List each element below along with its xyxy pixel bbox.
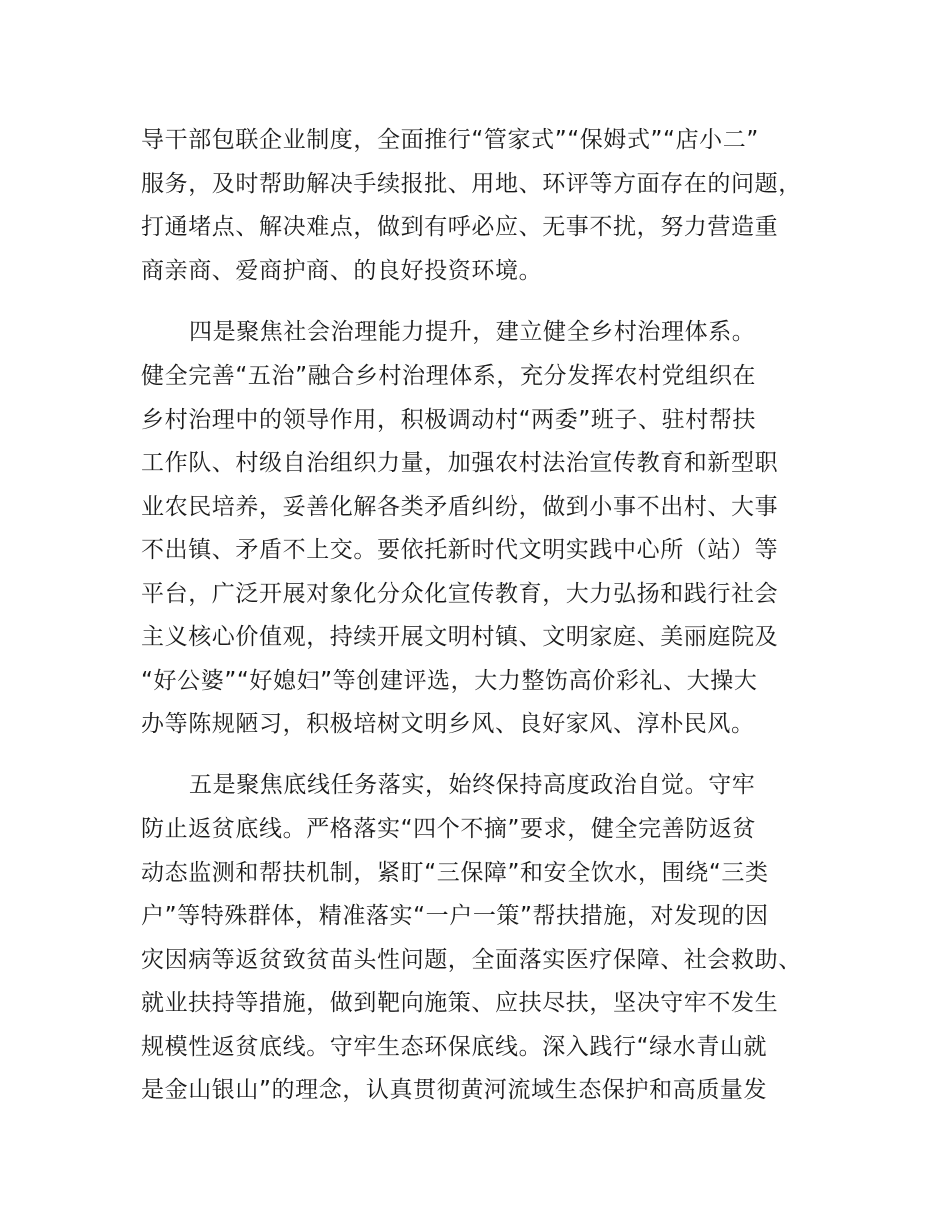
text-line: 防止返贫底线。严格落实“四个不摘”要求，健全完善防返贫 — [141, 816, 757, 842]
text-line: 动态监测和帮扶机制，紧盯“三保障”和安全饮水，围绕“三类 — [141, 860, 769, 886]
text-line: 导干部包联企业制度，全面推行“管家式”“保姆式”“店小二” — [141, 127, 759, 153]
text-line: 打通堵点、解决难点，做到有呼必应、无事不扰，努力营造重 — [141, 214, 779, 240]
paragraph-first-line: 四是聚焦社会治理能力提升，建立健全乡村治理体系。 — [189, 319, 756, 345]
text-line: 乡村治理中的领导作用，积极调动村“两委”班子、驻村帮扶 — [141, 407, 757, 433]
text-line: 业农民培养，妥善化解各类矛盾纠纷，做到小事不出村、大事 — [141, 494, 779, 520]
text-line: “好公婆”“好媳妇”等创建评选，大力整饬高价彩礼、大操大 — [141, 668, 758, 694]
text-line: 商亲商、爱商护商、的良好投资环境。 — [141, 258, 543, 284]
text-line: 服务，及时帮助解决手续报批、用地、环评等方面存在的问题， — [141, 171, 802, 197]
text-line: 灾因病等返贫致贫苗头性问题，全面落实医疗保障、社会救助、 — [141, 947, 802, 973]
text-line: 就业扶持等措施，做到靶向施策、应扶尽扶，坚决守牢不发生 — [141, 990, 779, 1016]
text-line: 不出镇、矛盾不上交。要依托新时代文明实践中心所（站）等 — [141, 537, 779, 563]
text-line: 主义核心价值观，持续开展文明村镇、文明家庭、美丽庭院及 — [141, 624, 779, 650]
paragraph-first-line: 五是聚焦底线任务落实，始终保持高度政治自觉。守牢 — [189, 772, 756, 798]
text-line: 办等陈规陋习，积极培树文明乡风、良好家风、淳朴民风。 — [141, 711, 755, 737]
text-line: 规模性返贫底线。守牢生态环保底线。深入践行“绿水青山就 — [141, 1034, 768, 1060]
text-line: 户”等特殊群体，精准落实“一户一策”帮扶措施，对发现的因 — [141, 903, 769, 929]
text-line: 健全完善“五治”融合乡村治理体系，充分发挥农村党组织在 — [141, 363, 757, 389]
text-line: 是金山银山”的理念，认真贯彻黄河流域生态保护和高质量发 — [141, 1077, 768, 1103]
text-line: 平台，广泛开展对象化分众化宣传教育，大力弘扬和践行社会 — [141, 581, 779, 607]
text-line: 工作队、村级自治组织力量，加强农村法治宣传教育和新型职 — [141, 450, 779, 476]
